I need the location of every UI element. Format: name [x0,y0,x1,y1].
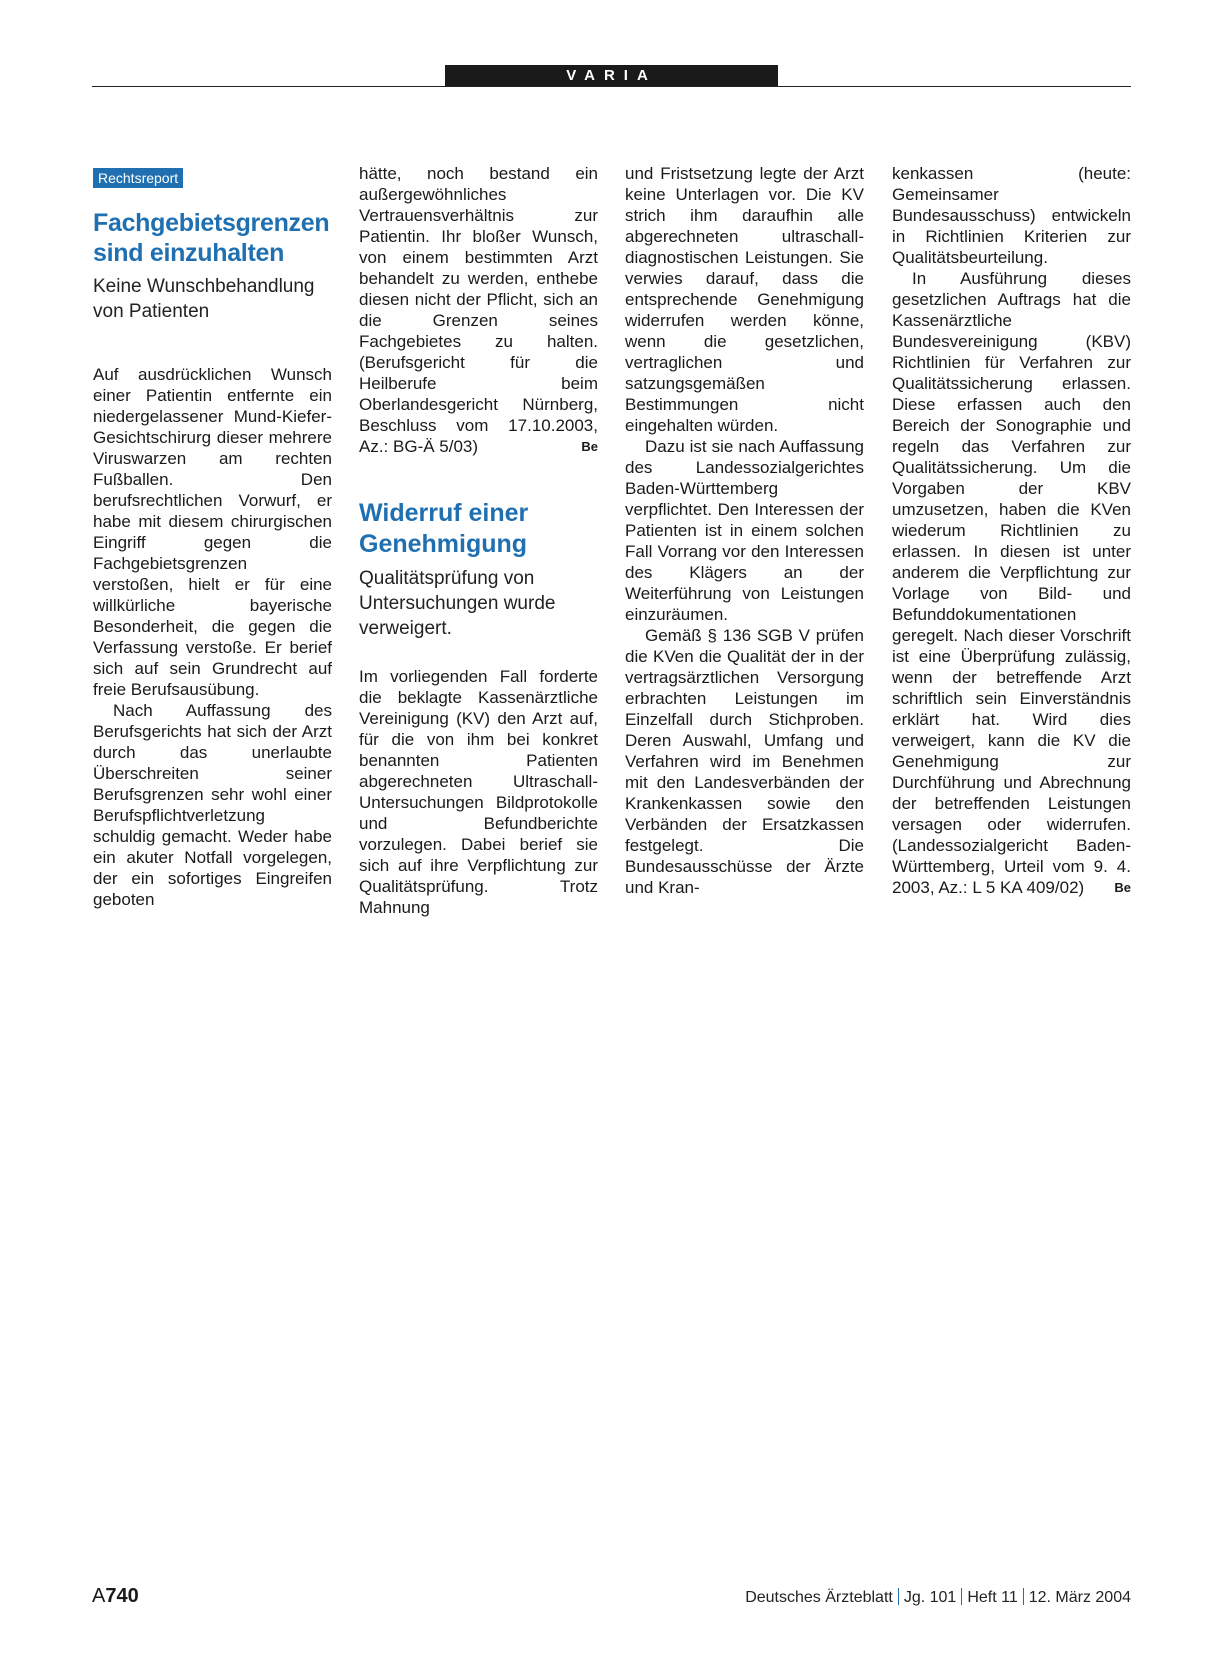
article2-paragraph-2: Dazu ist sie nach Auffassung des Landessozialgerichtes Baden-Württemberg verpflichtet. Den Interessen der Patienten ist in einem solchen Fall Vorrang vor den Interessen des Klägers an der Weiterführung von Leistungen einzuräumen. [625,437,864,624]
footer-separator [1023,1588,1024,1605]
footer-separator [898,1588,899,1605]
header-rule [92,86,1131,87]
footer-separator [961,1588,962,1605]
column-4 [892,163,1131,898]
article1-subtitle: Keine Wunschbehandlung von Patienten [93,276,315,322]
article2-paragraph-1a: Im vorliegenden Fall forderte die beklagte Kassenärztliche Vereinigung (KV) den Arzt auf, für die von ihm bei konkret benannten Patienten abgerechneten Ultraschall-Untersuchungen Bildprotokolle und Befundberichte vorzulegen. Dabei berief sie sich auf ihre Verpflichtung zur Qualitätsprüfung. Trotz Mahnung [359,667,598,917]
rubric-label: Rechtsreport [93,168,183,188]
article2-paragraph-3b: kenkassen (heute: Gemeinsamer Bundesausschuss) entwickeln in Richtlinien Kriterien zur Qualitätsbeurteilung. [892,164,1131,267]
article2-paragraph-4 [892,268,1131,898]
article2-author: Be [1114,880,1131,895]
article1-title: Fachgebietsgrenzen sind einzuhalten [93,209,330,267]
column-3 [625,163,864,898]
journal-date: 12. März 2004 [1028,1589,1131,1606]
page-prefix: A [92,1585,106,1607]
article1-paragraph-2b-text: hätte, noch bestand ein außergewöhnliches Vertrauensverhältnis zur Patientin. Ihr bloßer Wunsch, von einem bestimmten Arzt behandelt zu werden, enthebe diesen nicht der Pflicht, sich an die Grenzen seines Fachgebietes zu halten. (Berufsgericht für die Heilberufe beim Oberlandesgericht Nürnberg, Beschluss vom 17.10.2003, Az.: BG-Ä 5/03) [359,164,598,456]
column-1 [93,163,332,910]
journal-volume: Jg. 101 [903,1589,957,1606]
section-header: VARIA [445,65,778,86]
article1-paragraph-2a: Nach Auffassung des Berufsgerichts hat sich der Arzt durch das unerlaubte Überschreiten seiner Berufsgrenzen sehr wohl einer Berufspflichtverletzung schuldig gemacht. Weder habe ein akuter Notfall vorgelegen, der ein sofortiges Eingreifen geboten [93,701,332,909]
journal-issue: Heft 11 [967,1589,1018,1606]
journal-footer [745,1588,1131,1607]
article2-paragraph-1b: und Fristsetzung legte der Arzt keine Unterlagen vor. Die KV strich ihm daraufhin alle abgerechneten ultraschall-diagnostischen Leistungen. Sie verwies darauf, dass die entsprechende Genehmigung widerrufen werden könne, wenn die gesetzlichen, vertraglichen und satzungsgemäßen Bestimmungen nicht eingehalten würden. [625,164,864,435]
article1-author: Be [581,439,598,454]
article1-paragraph-1: Auf ausdrücklichen Wunsch einer Patientin entfernte ein niedergelassener Mund-Kiefer-Gesichtschirurg dieser mehrere Viruswarzen am rechten Fußballen. Den berufsrechtlichen Vorwurf, er habe mit diesem chirurgischen Eingriff gegen die Fachgebietsgrenzen verstoßen, hielt er für eine willkürliche bayerische Besonderheit, die gegen die Verfassung verstoße. Er berief sich auf sein Grundrecht auf freie Berufsausübung. [93,365,332,699]
page-number [92,1585,139,1608]
article1-paragraph-2b [359,163,598,457]
article2-paragraph-4-text: In Ausführung dieses gesetzlichen Auftrags hat die Kassenärztliche Bundesvereinigung (KBV) Richtlinien für Verfahren zur Qualitätssicherung erlassen. Diese erfassen auch den Bereich der Sonographie und regeln das Verfahren zur Qualitätssicherung. Um die Vorgaben der KBV umzusetzen, haben die KVen wiederum Richtlinien zu erlassen. In diesen ist unter anderem die Verpflichtung zur Vorlage von Bild- und Befunddokumentationen geregelt. Nach dieser Vorschrift ist eine Überprüfung zulässig, wenn der betreffende Arzt schriftlich sein Einverständnis erklärt hat. Wird dies verweigert, kann die KV die Genehmigung zur Durchführung und Abrechnung der betreffenden Leistungen versagen oder widerrufen. (Landessozialgericht Baden-Württemberg, Urteil vom 9. 4. 2003, Az.: L 5 KA 409/02) [892,269,1131,897]
article2-paragraph-3a: Gemäß § 136 SGB V prüfen die KVen die Qualität der in der vertragsärztlichen Versorgung erbrachten Leistungen im Einzelfall durch Stichproben. Deren Auswahl, Umfang und Verfahren wird im Benehmen mit den Landesverbänden der Krankenkassen sowie den Verbänden der Ersatzkassen festgelegt. Die Bundesausschüsse der Ärzte und Kran- [625,626,864,897]
page-number-value: 740 [105,1585,139,1607]
article2-subtitle: Qualitätsprüfung von Untersuchungen wurde verweigert. [359,568,556,639]
journal-name: Deutsches Ärzteblatt [745,1589,893,1606]
article2-title: Widerruf einer Genehmigung [359,499,529,558]
column-2 [359,163,598,918]
